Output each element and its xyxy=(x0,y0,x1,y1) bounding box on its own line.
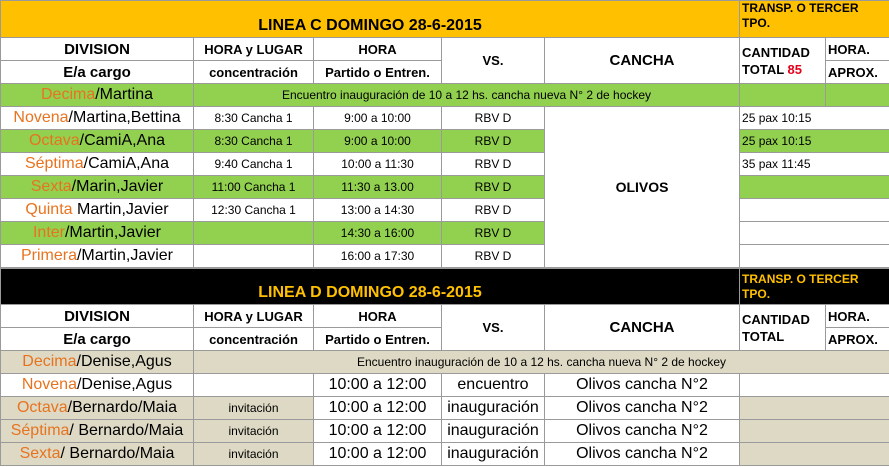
cantidad-label: CANTIDAD xyxy=(742,311,810,327)
vs-cell: RBV D xyxy=(442,153,545,176)
linea-d-table xyxy=(0,268,889,466)
concentracion-cell: 12:30 Cancha 1 xyxy=(194,199,314,222)
hora-aprox-cell xyxy=(826,84,889,107)
vs-cell: encuentro xyxy=(442,374,545,397)
total-label: TOTAL xyxy=(742,328,785,344)
concentracion-cell: invitación xyxy=(194,397,314,420)
cantidad-label: CANTIDAD xyxy=(742,44,810,60)
division-name: Séptima xyxy=(10,422,70,439)
decima-note: Encuentro inauguración de 10 a 12 hs. cancha nueva N° 2 de hockey xyxy=(194,84,740,107)
division-name: Octava xyxy=(16,399,68,416)
total-value: 85 xyxy=(787,61,803,77)
division-name: Sexta xyxy=(19,445,61,462)
hora-aprox-header-2: APROX. xyxy=(826,328,889,351)
encargado-name: Martin,Javier xyxy=(72,201,169,218)
cantidad-cell xyxy=(740,84,826,107)
vs-cell: RBV D xyxy=(442,222,545,245)
cantidad-total-header xyxy=(740,38,826,84)
encargado-header: E/a cargo xyxy=(1,328,194,351)
vs-cell: RBV D xyxy=(442,176,545,199)
encargado-name: /Martin,Javier xyxy=(64,224,162,241)
division-header: DIVISION xyxy=(1,38,194,61)
division-name: Novena xyxy=(21,376,77,393)
hora-aprox-header-1: HORA. xyxy=(826,305,889,328)
cantidad-cell xyxy=(740,245,889,268)
cantidad-cell xyxy=(740,199,889,222)
linea-c-title: LINEA C DOMINGO 28-6-2015 xyxy=(1,1,740,38)
hora-cell: 14:30 a 16:00 xyxy=(314,222,442,245)
division-name: Séptima xyxy=(24,155,84,172)
vs-cell: inauguración xyxy=(442,420,545,443)
encargado-name: /Denise,Agus xyxy=(76,353,172,370)
division-name: Quinta xyxy=(25,201,73,218)
cantidad-total-header xyxy=(740,305,826,351)
division-cell xyxy=(1,84,194,107)
encargado-name: /CamiA,Ana xyxy=(83,155,170,172)
hora-cell: 9:00 a 10:00 xyxy=(314,107,442,130)
concentracion-cell: invitación xyxy=(194,420,314,443)
partido-header: Partido o Entren. xyxy=(314,328,442,351)
division-name: Sexta xyxy=(30,178,72,195)
encargado-name: /Martina,Bettina xyxy=(68,109,181,126)
concentracion-cell: 11:00 Cancha 1 xyxy=(194,176,314,199)
cantidad-cell: 25 pax 10:15 xyxy=(740,130,889,153)
hora-aprox-header-1: HORA. xyxy=(826,38,889,61)
hora-cell: 13:00 a 14:30 xyxy=(314,199,442,222)
division-name: Novena xyxy=(13,109,69,126)
division-header: DIVISION xyxy=(1,305,194,328)
hora-header: HORA xyxy=(314,305,442,328)
division-cell xyxy=(1,351,194,374)
total-label: TOTAL xyxy=(742,61,784,77)
concentracion-cell: 8:30 Cancha 1 xyxy=(194,130,314,153)
cantidad-cell: 25 pax 10:15 xyxy=(740,107,889,130)
hora-cell: 10:00 a 12:00 xyxy=(314,374,442,397)
concentracion-cell xyxy=(194,222,314,245)
cantidad-cell xyxy=(740,397,889,420)
cancha-cell: Olivos cancha N°2 xyxy=(545,443,740,466)
cantidad-cell xyxy=(740,222,889,245)
encargado-name: /CamiA,Ana xyxy=(79,132,166,149)
cancha-header: CANCHA xyxy=(545,38,740,84)
cancha-cell: Olivos cancha N°2 xyxy=(545,374,740,397)
vs-header: VS. xyxy=(442,305,545,351)
partido-header: Partido o Entren. xyxy=(314,61,442,84)
vs-cell: RBV D xyxy=(442,245,545,268)
hora-header: HORA xyxy=(314,38,442,61)
concentracion-header: concentración xyxy=(194,328,314,351)
hora-lugar-header: HORA y LUGAR xyxy=(194,38,314,61)
division-cell xyxy=(1,222,194,245)
division-cell xyxy=(1,199,194,222)
division-cell xyxy=(1,245,194,268)
linea-d-title: LINEA D DOMINGO 28-6-2015 xyxy=(1,269,740,305)
hora-cell: 10:00 a 11:30 xyxy=(314,153,442,176)
encargado-name: / Bernardo/Maia xyxy=(69,422,184,439)
encargado-name: /Bernardo/Maia xyxy=(67,399,178,416)
division-name: Primera xyxy=(20,247,77,264)
hora-cell: 11:30 a 13.00 xyxy=(314,176,442,199)
cantidad-cell xyxy=(740,443,889,466)
division-name: Decima xyxy=(40,86,96,103)
concentracion-cell: 9:40 Cancha 1 xyxy=(194,153,314,176)
cantidad-cell xyxy=(740,420,889,443)
division-cell xyxy=(1,130,194,153)
encargado-name: /Martin,Javier xyxy=(76,247,174,264)
hora-cell: 16:00 a 17:30 xyxy=(314,245,442,268)
division-cell xyxy=(1,443,194,466)
division-name: Inter xyxy=(32,224,65,241)
encargado-name: /Martina xyxy=(95,86,154,103)
encargado-header: E/a cargo xyxy=(1,61,194,84)
hora-cell: 10:00 a 12:00 xyxy=(314,420,442,443)
division-cell xyxy=(1,107,194,130)
vs-cell: RBV D xyxy=(442,199,545,222)
cantidad-cell xyxy=(740,374,889,397)
division-cell xyxy=(1,397,194,420)
concentracion-cell: 8:30 Cancha 1 xyxy=(194,107,314,130)
concentracion-cell xyxy=(194,374,314,397)
cancha-header: CANCHA xyxy=(545,305,740,351)
linea-d-transp-header: TRANSP. O TERCER TPO. xyxy=(740,269,889,305)
encargado-name: / Bernardo/Maia xyxy=(60,445,175,462)
cantidad-cell xyxy=(740,176,889,199)
concentracion-header: concentración xyxy=(194,61,314,84)
vs-cell: inauguración xyxy=(442,397,545,420)
division-cell xyxy=(1,420,194,443)
cancha-merged-cell: OLIVOS xyxy=(545,107,740,268)
vs-header: VS. xyxy=(442,38,545,84)
hora-aprox-header-2: APROX. xyxy=(826,61,889,84)
linea-c-transp-header: TRANSP. O TERCER TPO. xyxy=(740,1,889,38)
vs-cell: inauguración xyxy=(442,443,545,466)
decima-note: Encuentro inauguración de 10 a 12 hs. cancha nueva N° 2 de hockey xyxy=(194,351,889,374)
division-cell xyxy=(1,153,194,176)
vs-cell: RBV D xyxy=(442,130,545,153)
concentracion-cell xyxy=(194,245,314,268)
encargado-name: /Denise,Agus xyxy=(76,376,173,393)
cantidad-cell: 35 pax 11:45 xyxy=(740,153,889,176)
division-name: Decima xyxy=(22,353,77,370)
encargado-name: /Marin,Javier xyxy=(71,178,164,195)
cancha-cell: Olivos cancha N°2 xyxy=(545,420,740,443)
division-name: Octava xyxy=(28,132,80,149)
concentracion-cell: invitación xyxy=(194,443,314,466)
hora-cell: 10:00 a 12:00 xyxy=(314,397,442,420)
hora-cell: 9:00 a 10:00 xyxy=(314,130,442,153)
hora-lugar-header: HORA y LUGAR xyxy=(194,305,314,328)
division-cell xyxy=(1,176,194,199)
vs-cell: RBV D xyxy=(442,107,545,130)
hora-cell: 10:00 a 12:00 xyxy=(314,443,442,466)
division-cell xyxy=(1,374,194,397)
cancha-cell: Olivos cancha N°2 xyxy=(545,397,740,420)
